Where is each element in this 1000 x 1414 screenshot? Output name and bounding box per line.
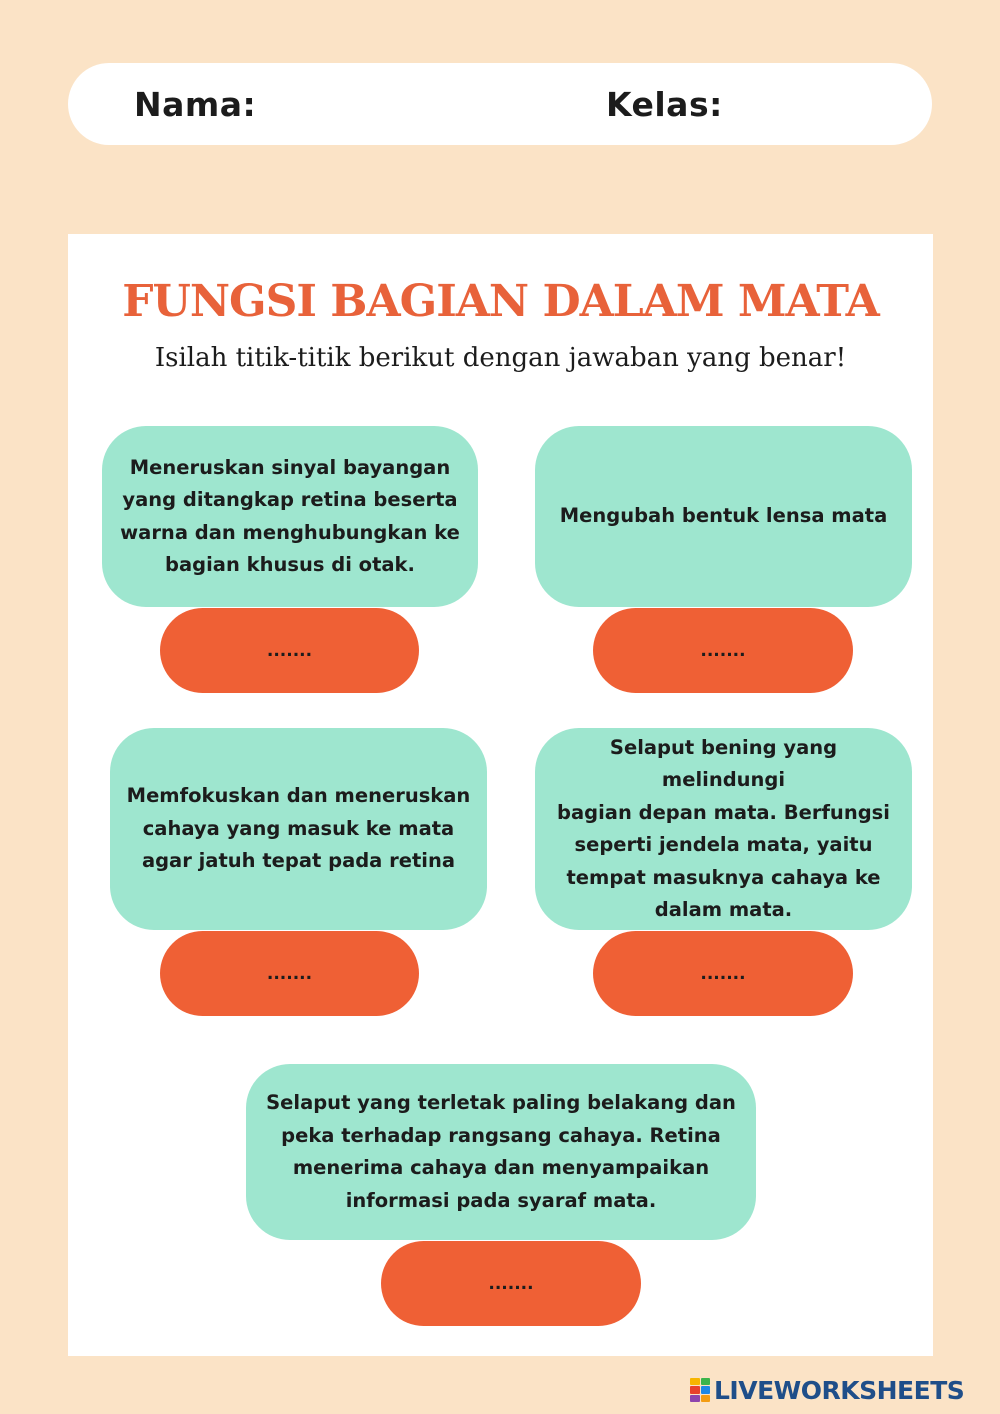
question-text-line: tempat masuknya cahaya ke [566, 865, 881, 889]
question-text-line: menerima cahaya dan menyampaikan [292, 1156, 710, 1179]
question-text-line: dalam mata. [654, 898, 793, 921]
question-text-line: seperti jendela mata, yaitu [574, 833, 873, 856]
logo-block [701, 1378, 711, 1385]
nama-label: Nama: [134, 85, 257, 124]
question-text-line: Selaput yang terletak paling belakang dan [266, 1091, 736, 1114]
question-card-2 [535, 426, 912, 607]
brand-name: LIVEWORKSHEETS [714, 1375, 965, 1405]
question-text-line: Mengubah bentuk lensa mata [559, 504, 888, 528]
question-card-3 [110, 728, 487, 930]
question-text-line: Meneruskan sinyal bayangan [129, 455, 451, 479]
question-text-line: peka terhadap rangsang cahaya. Retina [281, 1123, 721, 1147]
logo-block [690, 1378, 700, 1385]
question-text-line: warna dan menghubungkan ke [120, 520, 460, 544]
question-card-4 [535, 728, 912, 930]
logo-block [690, 1386, 700, 1393]
question-text-line: Selaput bening yang melindungi [609, 735, 838, 791]
question-text-line: informasi pada syaraf mata. [345, 1188, 657, 1212]
question-text-line: bagian khusus di otak. [165, 553, 415, 576]
header-bar [68, 63, 932, 145]
logo-block [701, 1386, 711, 1393]
question-text-line: yang ditangkap retina beserta [122, 488, 458, 511]
worksheet-instruction: Isilah titik-titik berikut dengan jawaban yang benar! [154, 343, 847, 373]
liveworksheets-brand[interactable] [690, 1376, 964, 1404]
question-text-line: bagian depan mata. Berfungsi [557, 800, 890, 824]
worksheet-sheet [68, 234, 933, 1356]
logo-block [701, 1395, 711, 1402]
logo-block [690, 1395, 700, 1402]
question-text-line: Memfokuskan dan meneruskan [126, 784, 471, 808]
answer-field-3[interactable]: ....... [160, 931, 419, 1016]
answer-field-2[interactable]: ....... [593, 608, 853, 693]
question-card-5 [246, 1064, 756, 1240]
worksheet-title: FUNGSI BAGIAN DALAM MATA [122, 276, 879, 327]
liveworksheets-logo-icon [690, 1378, 710, 1402]
question-card-1 [102, 426, 478, 607]
answer-field-4[interactable]: ....... [593, 931, 853, 1016]
answer-field-1[interactable]: ....... [160, 608, 419, 693]
question-text-line: cahaya yang masuk ke mata [142, 816, 455, 840]
question-text-line: agar jatuh tepat pada retina [141, 849, 456, 873]
kelas-label: Kelas: [606, 85, 723, 124]
answer-field-5[interactable]: ....... [381, 1241, 641, 1326]
